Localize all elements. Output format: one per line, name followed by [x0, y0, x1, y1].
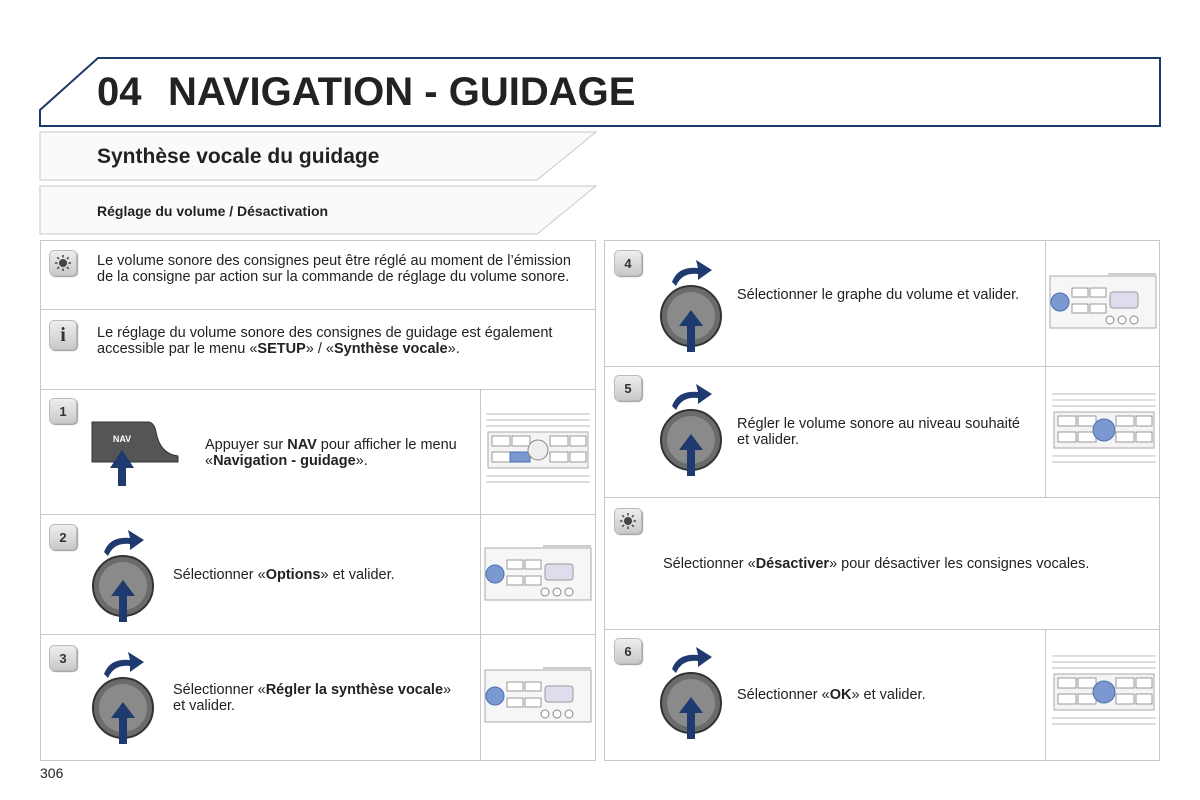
step-number-badge: 6 — [614, 638, 642, 664]
info-text: Le réglage du volume sonore des consignes de guidage est également accessible par le menu «SETUP» / «Synthèse vocale». — [97, 325, 553, 357]
rotary-knob-icon — [90, 528, 160, 624]
rotate-arrow-icon — [104, 652, 144, 678]
rotary-knob-icon — [658, 645, 728, 741]
page-number: 306 — [40, 765, 64, 781]
rotate-arrow-icon — [672, 384, 712, 410]
rotary-knob-icon — [658, 382, 728, 478]
radio-panel-illustration — [483, 540, 593, 606]
step-number-badge: 3 — [49, 645, 77, 671]
step-5-text: Régler le volume sonore au niveau souhaité et valider. — [737, 416, 1020, 448]
tip-text: Le volume sonore des consignes peut être réglé au moment de l’émission de la consigne par action sur la commande de réglage du volume sonore. — [97, 253, 571, 285]
radio-panel-illustration — [483, 662, 593, 728]
tip-icon — [49, 250, 77, 276]
tip-icon-2 — [614, 508, 642, 534]
rotary-knob-icon — [658, 258, 728, 354]
step-3-text: Sélectionner «Régler la synthèse vocale» et valider. — [173, 682, 452, 714]
step-number-badge: 2 — [49, 524, 77, 550]
nav-key-label: NAV — [112, 434, 132, 444]
step-number-badge: 1 — [49, 398, 77, 424]
rotate-arrow-icon — [672, 647, 712, 673]
step-6-text: Sélectionner «OK» et valider. — [737, 687, 926, 703]
step-2-text: Sélectionner «Options» et valider. — [173, 567, 395, 583]
radio-panel-illustration — [1048, 268, 1158, 334]
radio-panel-illustration — [1052, 652, 1156, 732]
step-number-badge: 4 — [614, 250, 642, 276]
section-subtitle: Réglage du volume / Désactivation — [97, 203, 329, 219]
rotate-arrow-icon — [104, 530, 144, 556]
section-title: Synthèse vocale du guidage — [97, 145, 380, 168]
chapter-number: 04 — [97, 70, 142, 114]
step-1-text: Appuyer sur NAV pour afficher le menu «Navigation - guidage». — [205, 437, 457, 469]
tip2-text: Sélectionner «Désactiver» pour désactiver les consignes vocales. — [663, 556, 1090, 572]
rotate-arrow-icon — [672, 260, 712, 286]
rotary-knob-icon — [90, 650, 160, 746]
step-number-badge: 5 — [614, 375, 642, 401]
info-icon: i — [49, 320, 77, 350]
step-4-text: Sélectionner le graphe du volume et valider. — [737, 287, 1020, 303]
radio-panel-illustration — [486, 410, 590, 490]
chapter-title: NAVIGATION - GUIDAGE — [168, 70, 636, 114]
nav-key-illustration — [88, 418, 180, 488]
radio-panel-illustration — [1052, 390, 1156, 470]
